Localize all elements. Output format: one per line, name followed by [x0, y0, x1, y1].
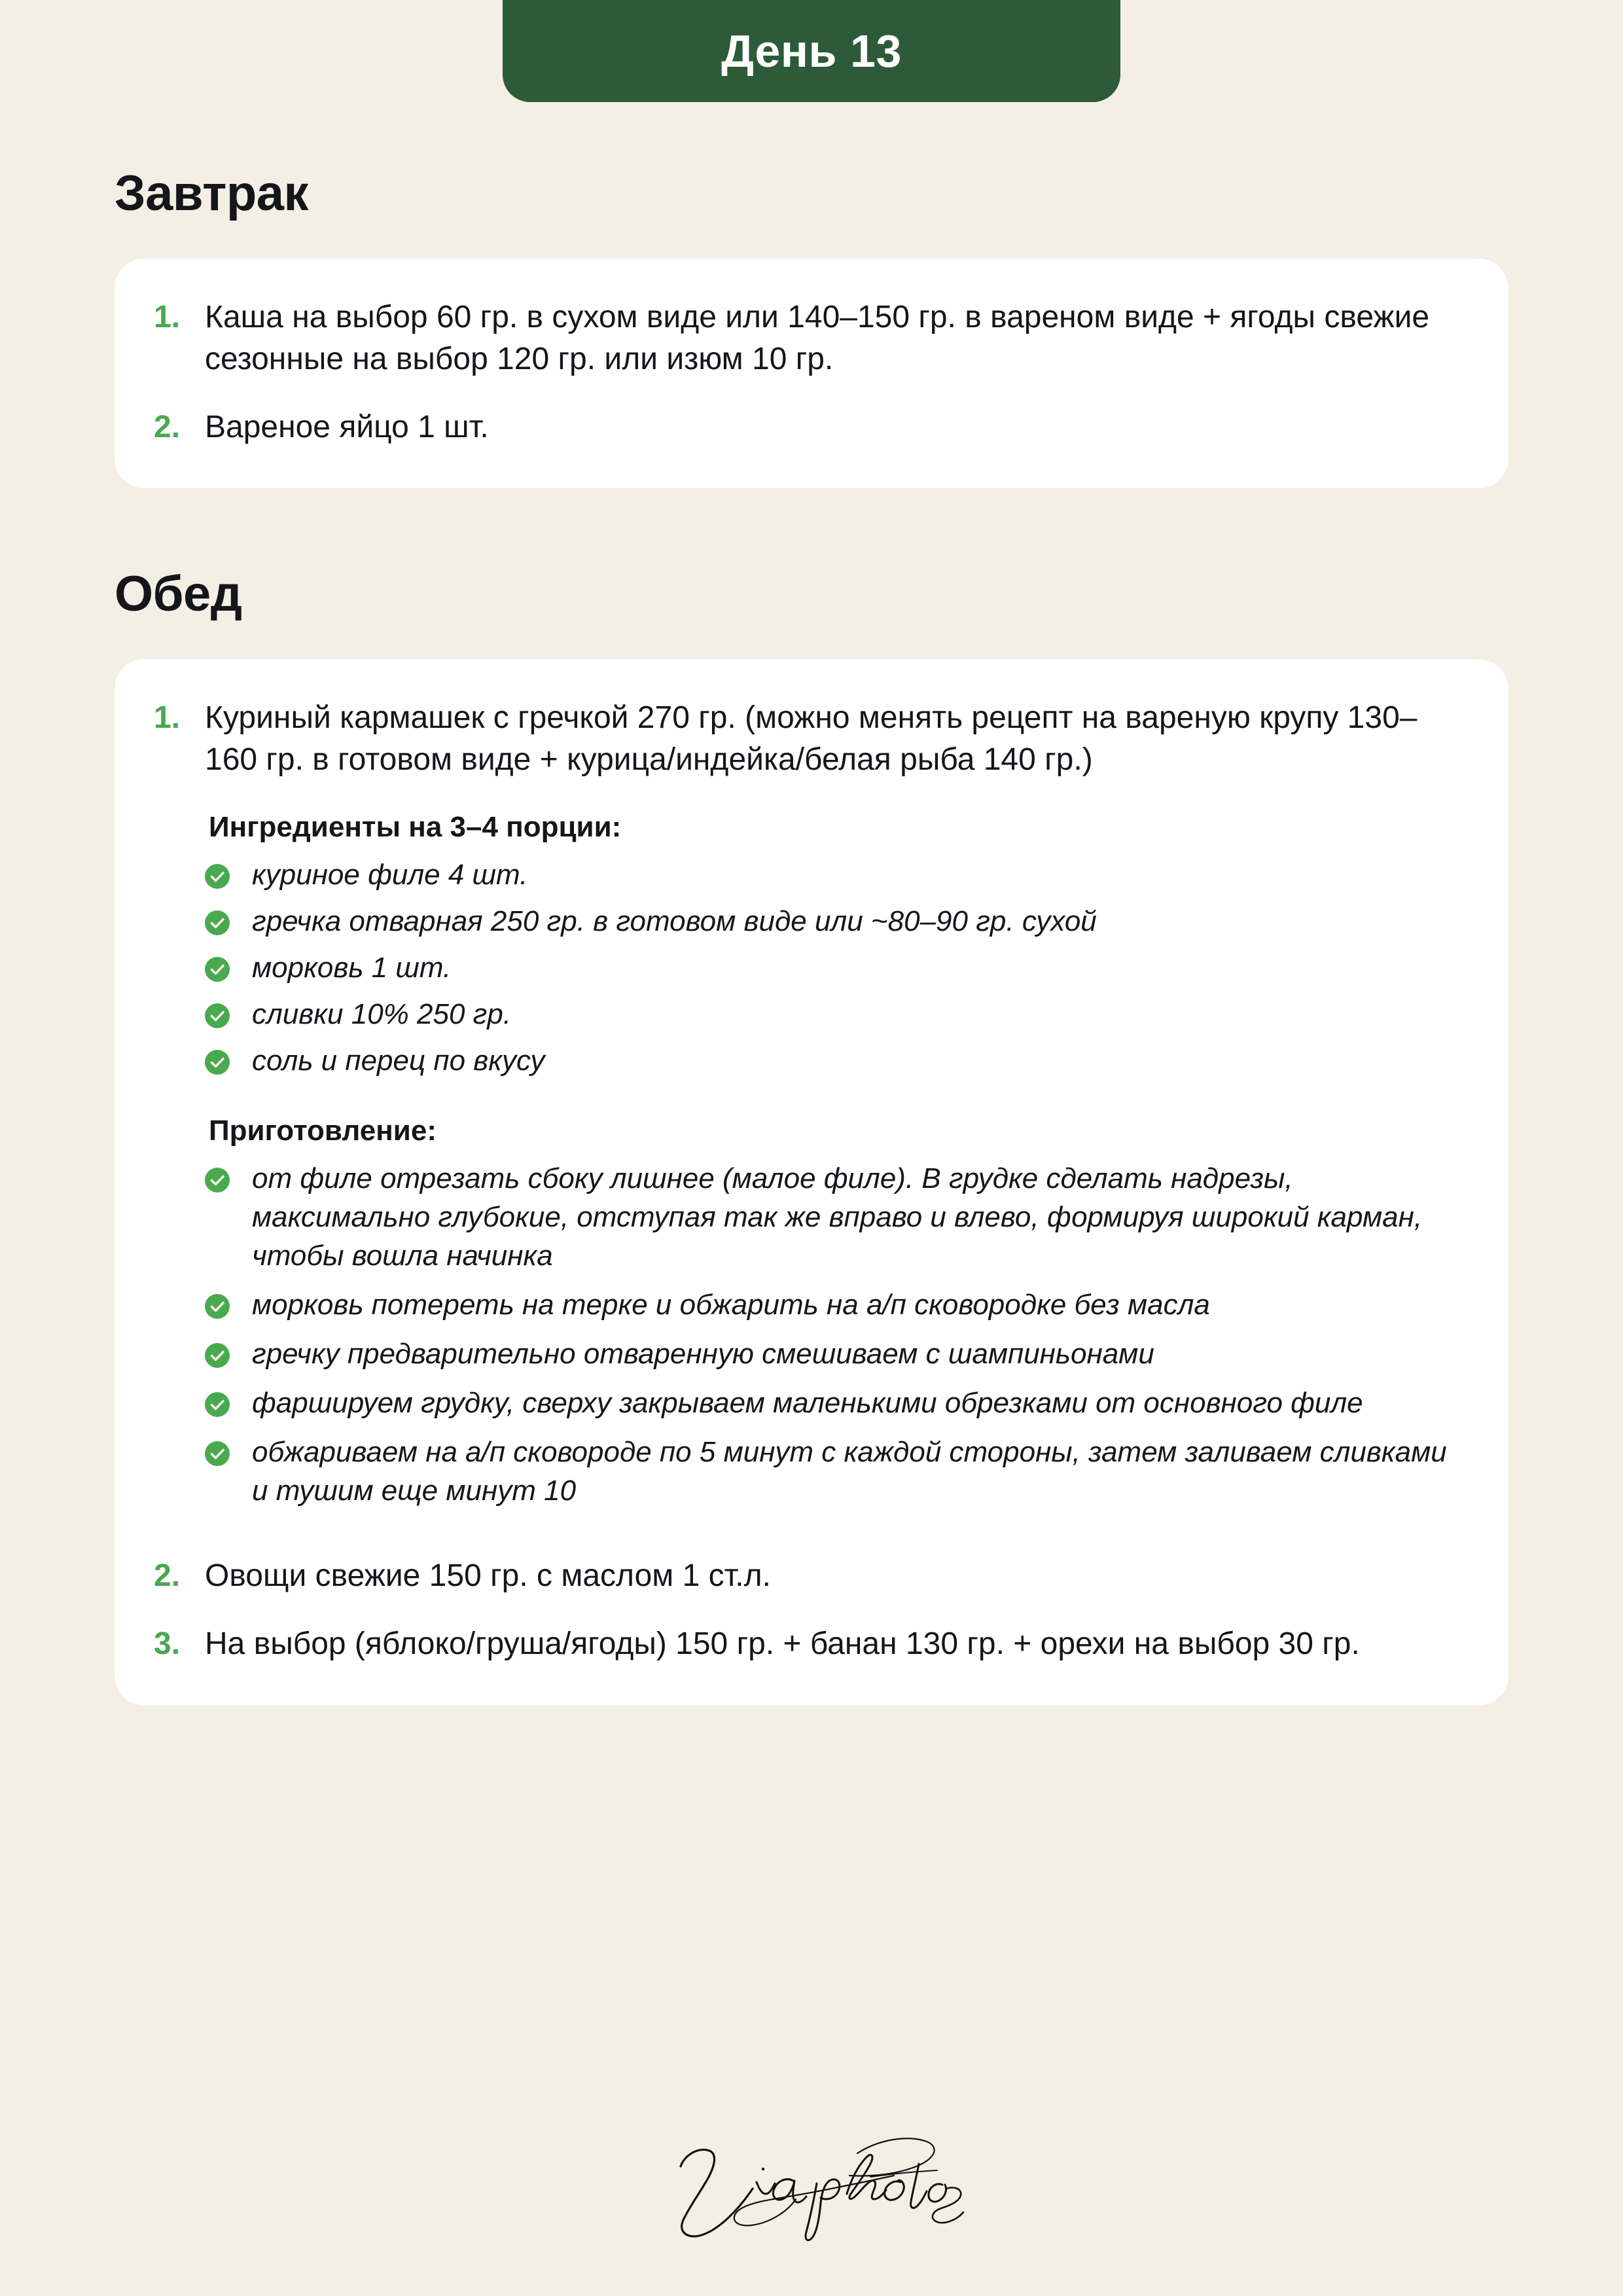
top-banner-area	[0, 0, 1623, 102]
list-item-number: 1.	[154, 700, 181, 736]
check-circle-icon	[205, 1294, 230, 1319]
list-item	[154, 1555, 1469, 1597]
preparation-step-text: фаршируем грудку, сверху закрываем маленькими обрезками от основного филе	[252, 1387, 1363, 1420]
signature-watermark	[641, 2126, 982, 2250]
preparation-step	[205, 1160, 1469, 1276]
check-circle-icon	[205, 910, 230, 935]
list-item	[154, 697, 1469, 1520]
preparation-list	[205, 1160, 1469, 1511]
ingredient-text: куриное филе 4 шт.	[252, 859, 528, 891]
ingredient-item	[205, 996, 1469, 1034]
preparation-step	[205, 1433, 1469, 1511]
signature-area	[0, 2126, 1623, 2250]
ingredient-text: морковь 1 шт.	[252, 952, 452, 984]
preparation-step-text: обжариваем на а/п сковороде по 5 минут с каждой стороны, затем заливаем сливками и тушим еще минут 10	[252, 1436, 1447, 1507]
check-circle-icon	[205, 1168, 230, 1193]
ingredient-text: сливки 10% 250 гр.	[252, 998, 512, 1031]
section-heading-breakfast: Завтрак	[115, 166, 309, 221]
day-banner	[503, 0, 1120, 102]
list-item-text: На выбор (яблоко/груша/ягоды) 150 гр. + банан 130 гр. + орехи на выбор 30 гр.	[205, 1626, 1360, 1661]
ingredient-item	[205, 949, 1469, 988]
breakfast-card	[115, 259, 1508, 488]
preparation-step-text: морковь потереть на терке и обжарить на а/п сковородке без масла	[252, 1289, 1210, 1321]
check-circle-icon	[205, 1050, 230, 1075]
day-title: День 13	[721, 26, 902, 77]
preparation-block	[205, 1112, 1469, 1511]
ingredients-list	[205, 856, 1469, 1081]
list-item	[154, 296, 1469, 380]
list-item-number: 3.	[154, 1626, 181, 1661]
check-circle-icon	[205, 1392, 230, 1417]
ingredient-text: соль и перец по вкусу	[252, 1045, 545, 1077]
ingredient-item	[205, 856, 1469, 895]
list-item-number: 2.	[154, 1558, 181, 1593]
ingredients-title: Ингредиенты на 3–4 порции:	[209, 811, 622, 844]
list-item	[154, 406, 1469, 448]
check-circle-icon	[205, 1003, 230, 1028]
check-circle-icon	[205, 1441, 230, 1466]
preparation-step	[205, 1384, 1469, 1423]
preparation-step-text: от филе отрезать сбоку лишнее (малое филе). В грудке сделать надрезы, максимально глубокие, отступая так же вправо и влево, формируя широкий карман, чтобы вошла начинка	[252, 1162, 1423, 1272]
preparation-step-text: гречку предварительно отваренную смешиваем с шампиньонами	[252, 1338, 1154, 1371]
check-circle-icon	[205, 957, 230, 982]
list-item-text: Каша на выбор 60 гр. в сухом виде или 140–150 гр. в вареном виде + ягоды свежие сезонные на выбор 120 гр. или изюм 10 гр.	[205, 300, 1430, 376]
preparation-step	[205, 1335, 1469, 1374]
list-item	[154, 1623, 1469, 1665]
preparation-title: Приготовление:	[209, 1115, 437, 1147]
check-circle-icon	[205, 864, 230, 889]
ingredient-item	[205, 903, 1469, 941]
lunch-card	[115, 659, 1508, 1705]
list-item-text: Куриный кармашек с гречкой 270 гр. (можно менять рецепт на вареную крупу 130–160 гр. в готовом виде + курица/индейка/белая рыба 140 гр.)	[205, 700, 1418, 778]
ingredient-item	[205, 1042, 1469, 1081]
ingredients-block	[205, 808, 1469, 1081]
list-item-number: 1.	[154, 300, 181, 334]
preparation-step	[205, 1286, 1469, 1325]
ingredient-text: гречка отварная 250 гр. в готовом виде или ~80–90 гр. сухой	[252, 905, 1097, 938]
check-circle-icon	[205, 1343, 230, 1368]
list-item-number: 2.	[154, 409, 181, 444]
section-heading-lunch: Обед	[115, 566, 242, 622]
page-content	[0, 102, 1623, 1706]
list-item-text: Овощи свежие 150 гр. с маслом 1 ст.л.	[205, 1558, 771, 1593]
list-item-text: Вареное яйцо 1 шт.	[205, 409, 489, 444]
